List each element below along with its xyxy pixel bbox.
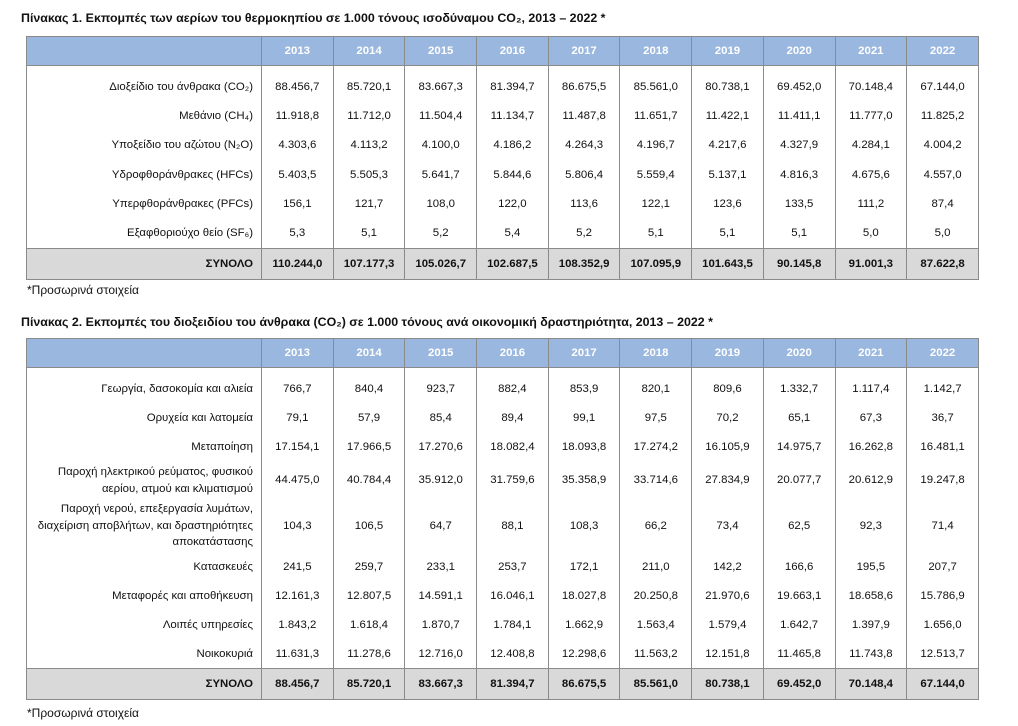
data-cell: 1.870,7 [405, 610, 477, 639]
data-cell: 142,2 [692, 552, 764, 581]
data-cell: 17.154,1 [262, 432, 334, 461]
row-label: Κατασκευές [27, 552, 262, 581]
data-cell: 20.250,8 [620, 581, 692, 610]
year-header: 2018 [620, 339, 692, 368]
table2-title: Πίνακας 2. Εκπομπές του διοξειδίου του άνθρακα (CO₂) σε 1.000 τόνους ανά οικονομική δραστηριότητα, 2013 – 2022 * [21, 315, 713, 329]
data-cell: 67,3 [835, 403, 907, 432]
data-cell: 11.465,8 [763, 639, 835, 669]
data-cell: 108,3 [548, 500, 620, 552]
data-cell: 1.843,2 [262, 610, 334, 639]
data-cell: 71,4 [907, 500, 979, 552]
table-row [27, 131, 979, 160]
data-cell: 17.966,5 [333, 432, 405, 461]
total-cell: 86.675,5 [548, 669, 620, 700]
data-cell: 40.784,4 [333, 461, 405, 500]
data-cell: 207,7 [907, 552, 979, 581]
data-cell: 5,1 [333, 218, 405, 248]
data-cell: 15.786,9 [907, 581, 979, 610]
data-cell: 12.807,5 [333, 581, 405, 610]
table-row [27, 432, 979, 461]
table-row [27, 552, 979, 581]
data-cell: 12.151,8 [692, 639, 764, 669]
data-cell: 66,2 [620, 500, 692, 552]
data-cell: 17.270,6 [405, 432, 477, 461]
data-cell: 80.738,1 [692, 72, 764, 101]
data-cell: 16.262,8 [835, 432, 907, 461]
total-cell: 105.026,7 [405, 248, 477, 279]
data-cell: 12.716,0 [405, 639, 477, 669]
data-cell: 69.452,0 [763, 72, 835, 101]
data-cell: 241,5 [262, 552, 334, 581]
data-cell: 122,0 [477, 189, 549, 218]
data-cell: 840,4 [333, 374, 405, 403]
data-cell: 4.327,9 [763, 131, 835, 160]
table1-footnote: *Προσωρινά στοιχεία [27, 283, 139, 297]
data-cell: 14.975,7 [763, 432, 835, 461]
year-header: 2020 [763, 37, 835, 66]
data-cell: 5,4 [477, 218, 549, 248]
data-cell: 12.408,8 [477, 639, 549, 669]
data-cell: 156,1 [262, 189, 334, 218]
total-cell: 87.622,8 [907, 248, 979, 279]
data-cell: 92,3 [835, 500, 907, 552]
data-cell: 83.667,3 [405, 72, 477, 101]
data-cell: 5.641,7 [405, 160, 477, 189]
data-cell: 86.675,5 [548, 72, 620, 101]
total-cell: 81.394,7 [477, 669, 549, 700]
data-cell: 108,0 [405, 189, 477, 218]
data-cell: 33.714,6 [620, 461, 692, 500]
table-row [27, 160, 979, 189]
total-cell: 102.687,5 [477, 248, 549, 279]
total-cell: 108.352,9 [548, 248, 620, 279]
data-cell: 253,7 [477, 552, 549, 581]
table-row [27, 101, 979, 130]
total-cell: 101.643,5 [692, 248, 764, 279]
data-cell: 18.027,8 [548, 581, 620, 610]
data-cell: 11.712,0 [333, 101, 405, 130]
data-cell: 882,4 [477, 374, 549, 403]
data-cell: 99,1 [548, 403, 620, 432]
table-row [27, 610, 979, 639]
data-cell: 11.134,7 [477, 101, 549, 130]
data-cell: 766,7 [262, 374, 334, 403]
year-header: 2013 [262, 37, 334, 66]
year-header: 2016 [477, 37, 549, 66]
data-cell: 5,1 [763, 218, 835, 248]
total-label: ΣΥΝΟΛΟ [27, 669, 262, 700]
data-cell: 1.656,0 [907, 610, 979, 639]
total-cell: 80.738,1 [692, 669, 764, 700]
data-cell: 11.504,4 [405, 101, 477, 130]
data-cell: 259,7 [333, 552, 405, 581]
data-cell: 5,2 [548, 218, 620, 248]
year-header: 2015 [405, 37, 477, 66]
year-header: 2022 [907, 339, 979, 368]
year-header: 2018 [620, 37, 692, 66]
total-cell: 110.244,0 [262, 248, 334, 279]
data-cell: 5,1 [620, 218, 692, 248]
data-cell: 1.579,4 [692, 610, 764, 639]
data-cell: 18.093,8 [548, 432, 620, 461]
row-label: Παροχή ηλεκτρικού ρεύματος, φυσικού αερίου, ατμού και κλιματισμού [27, 461, 262, 500]
data-cell: 57,9 [333, 403, 405, 432]
table1-header-row [27, 37, 979, 66]
table2-footnote: *Προσωρινά στοιχεία [27, 706, 139, 720]
total-cell: 83.667,3 [405, 669, 477, 700]
data-cell: 11.651,7 [620, 101, 692, 130]
total-cell: 107.095,9 [620, 248, 692, 279]
year-header: 2022 [907, 37, 979, 66]
data-cell: 11.825,2 [907, 101, 979, 130]
total-cell: 67.144,0 [907, 669, 979, 700]
row-label: Μεθάνιο (CH₄) [27, 101, 262, 130]
data-cell: 123,6 [692, 189, 764, 218]
data-cell: 211,0 [620, 552, 692, 581]
data-cell: 4.264,3 [548, 131, 620, 160]
data-cell: 1.784,1 [477, 610, 549, 639]
data-cell: 5.403,5 [262, 160, 334, 189]
data-cell: 64,7 [405, 500, 477, 552]
data-cell: 89,4 [477, 403, 549, 432]
table1-emissions-by-gas [26, 36, 979, 280]
data-cell: 11.631,3 [262, 639, 334, 669]
data-cell: 20.612,9 [835, 461, 907, 500]
row-label: Μεταποίηση [27, 432, 262, 461]
total-cell: 70.148,4 [835, 669, 907, 700]
data-cell: 35.358,9 [548, 461, 620, 500]
data-cell: 11.278,6 [333, 639, 405, 669]
data-cell: 4.113,2 [333, 131, 405, 160]
table-row [27, 581, 979, 610]
year-header: 2013 [262, 339, 334, 368]
data-cell: 1.618,4 [333, 610, 405, 639]
data-cell: 4.675,6 [835, 160, 907, 189]
total-cell: 69.452,0 [763, 669, 835, 700]
table-row [27, 374, 979, 403]
data-cell: 1.563,4 [620, 610, 692, 639]
year-header: 2017 [548, 37, 620, 66]
data-cell: 111,2 [835, 189, 907, 218]
data-cell: 88,1 [477, 500, 549, 552]
data-cell: 65,1 [763, 403, 835, 432]
data-cell: 820,1 [620, 374, 692, 403]
data-cell: 4.186,2 [477, 131, 549, 160]
data-cell: 70,2 [692, 403, 764, 432]
table-row [27, 72, 979, 101]
data-cell: 35.912,0 [405, 461, 477, 500]
year-header: 2016 [477, 339, 549, 368]
data-cell: 4.816,3 [763, 160, 835, 189]
data-cell: 18.082,4 [477, 432, 549, 461]
data-cell: 97,5 [620, 403, 692, 432]
data-cell: 4.100,0 [405, 131, 477, 160]
data-cell: 172,1 [548, 552, 620, 581]
data-cell: 11.777,0 [835, 101, 907, 130]
data-cell: 5.806,4 [548, 160, 620, 189]
data-cell: 104,3 [262, 500, 334, 552]
data-cell: 73,4 [692, 500, 764, 552]
total-cell: 90.145,8 [763, 248, 835, 279]
data-cell: 85,4 [405, 403, 477, 432]
data-cell: 233,1 [405, 552, 477, 581]
year-header: 2020 [763, 339, 835, 368]
data-cell: 195,5 [835, 552, 907, 581]
data-cell: 1.397,9 [835, 610, 907, 639]
data-cell: 11.411,1 [763, 101, 835, 130]
data-cell: 27.834,9 [692, 461, 764, 500]
data-cell: 16.105,9 [692, 432, 764, 461]
data-cell: 1.642,7 [763, 610, 835, 639]
data-cell: 5,3 [262, 218, 334, 248]
data-cell: 853,9 [548, 374, 620, 403]
data-cell: 20.077,7 [763, 461, 835, 500]
year-header: 2021 [835, 339, 907, 368]
data-cell: 81.394,7 [477, 72, 549, 101]
data-cell: 121,7 [333, 189, 405, 218]
row-label: Υδροφθοράνθρακες (HFCs) [27, 160, 262, 189]
year-header: 2019 [692, 339, 764, 368]
data-cell: 67.144,0 [907, 72, 979, 101]
data-cell: 5.559,4 [620, 160, 692, 189]
year-header: 2015 [405, 339, 477, 368]
row-label: Λοιπές υπηρεσίες [27, 610, 262, 639]
data-cell: 11.563,2 [620, 639, 692, 669]
header-corner-cell [27, 37, 262, 66]
data-cell: 5.137,1 [692, 160, 764, 189]
total-cell: 85.561,0 [620, 669, 692, 700]
data-cell: 85.561,0 [620, 72, 692, 101]
data-cell: 21.970,6 [692, 581, 764, 610]
data-cell: 18.658,6 [835, 581, 907, 610]
total-cell: 88.456,7 [262, 669, 334, 700]
data-cell: 12.161,3 [262, 581, 334, 610]
table-row [27, 639, 979, 669]
data-cell: 5,1 [692, 218, 764, 248]
data-cell: 87,4 [907, 189, 979, 218]
year-header: 2014 [333, 37, 405, 66]
data-cell: 31.759,6 [477, 461, 549, 500]
data-cell: 5,2 [405, 218, 477, 248]
data-cell: 4.196,7 [620, 131, 692, 160]
total-cell: 107.177,3 [333, 248, 405, 279]
data-cell: 19.663,1 [763, 581, 835, 610]
data-cell: 12.298,6 [548, 639, 620, 669]
data-cell: 5.505,3 [333, 160, 405, 189]
table1-title: Πίνακας 1. Εκπομπές των αερίων του θερμοκηπίου σε 1.000 τόνους ισοδύναμου CO₂, 2013 – 2022 * [21, 11, 606, 25]
data-cell: 923,7 [405, 374, 477, 403]
data-cell: 11.743,8 [835, 639, 907, 669]
data-cell: 106,5 [333, 500, 405, 552]
year-header: 2017 [548, 339, 620, 368]
data-cell: 4.004,2 [907, 131, 979, 160]
data-cell: 16.481,1 [907, 432, 979, 461]
data-cell: 88.456,7 [262, 72, 334, 101]
data-cell: 5,0 [907, 218, 979, 248]
table-row [27, 500, 979, 552]
data-cell: 11.422,1 [692, 101, 764, 130]
data-cell: 809,6 [692, 374, 764, 403]
data-cell: 1.332,7 [763, 374, 835, 403]
data-cell: 62,5 [763, 500, 835, 552]
data-cell: 17.274,2 [620, 432, 692, 461]
data-cell: 36,7 [907, 403, 979, 432]
row-label: Διοξείδιο του άνθρακα (CO₂) [27, 72, 262, 101]
row-label: Εξαφθοριούχο θείο (SF₆) [27, 218, 262, 248]
row-label: Γεωργία, δασοκομία και αλιεία [27, 374, 262, 403]
data-cell: 12.513,7 [907, 639, 979, 669]
data-cell: 4.217,6 [692, 131, 764, 160]
total-cell: 91.001,3 [835, 248, 907, 279]
row-label: Υπερφθοράνθρακες (PFCs) [27, 189, 262, 218]
table-row [27, 218, 979, 248]
data-cell: 4.303,6 [262, 131, 334, 160]
year-header: 2014 [333, 339, 405, 368]
data-cell: 11.487,8 [548, 101, 620, 130]
data-cell: 166,6 [763, 552, 835, 581]
row-label: Υποξείδιο του αζώτου (N₂O) [27, 131, 262, 160]
data-cell: 11.918,8 [262, 101, 334, 130]
header-corner-cell [27, 339, 262, 368]
data-cell: 14.591,1 [405, 581, 477, 610]
data-cell: 122,1 [620, 189, 692, 218]
year-header: 2021 [835, 37, 907, 66]
table-row [27, 189, 979, 218]
row-label: Μεταφορές και αποθήκευση [27, 581, 262, 610]
year-header: 2019 [692, 37, 764, 66]
data-cell: 85.720,1 [333, 72, 405, 101]
total-cell: 85.720,1 [333, 669, 405, 700]
data-cell: 19.247,8 [907, 461, 979, 500]
row-label: Νοικοκυριά [27, 639, 262, 669]
data-cell: 133,5 [763, 189, 835, 218]
data-cell: 5,0 [835, 218, 907, 248]
row-label: Παροχή νερού, επεξεργασία λυμάτων, διαχείριση αποβλήτων, και δραστηριότητες αποκατάστασης [27, 500, 262, 552]
table-row [27, 461, 979, 500]
total-row [27, 248, 979, 279]
table2-header-row [27, 339, 979, 368]
data-cell: 1.662,9 [548, 610, 620, 639]
data-cell: 70.148,4 [835, 72, 907, 101]
table2-co2-by-activity [26, 338, 979, 700]
data-cell: 44.475,0 [262, 461, 334, 500]
data-cell: 5.844,6 [477, 160, 549, 189]
data-cell: 1.142,7 [907, 374, 979, 403]
table-row [27, 403, 979, 432]
data-cell: 1.117,4 [835, 374, 907, 403]
data-cell: 79,1 [262, 403, 334, 432]
total-row [27, 669, 979, 700]
row-label: Ορυχεία και λατομεία [27, 403, 262, 432]
total-label: ΣΥΝΟΛΟ [27, 248, 262, 279]
data-cell: 113,6 [548, 189, 620, 218]
data-cell: 4.557,0 [907, 160, 979, 189]
data-cell: 16.046,1 [477, 581, 549, 610]
data-cell: 4.284,1 [835, 131, 907, 160]
